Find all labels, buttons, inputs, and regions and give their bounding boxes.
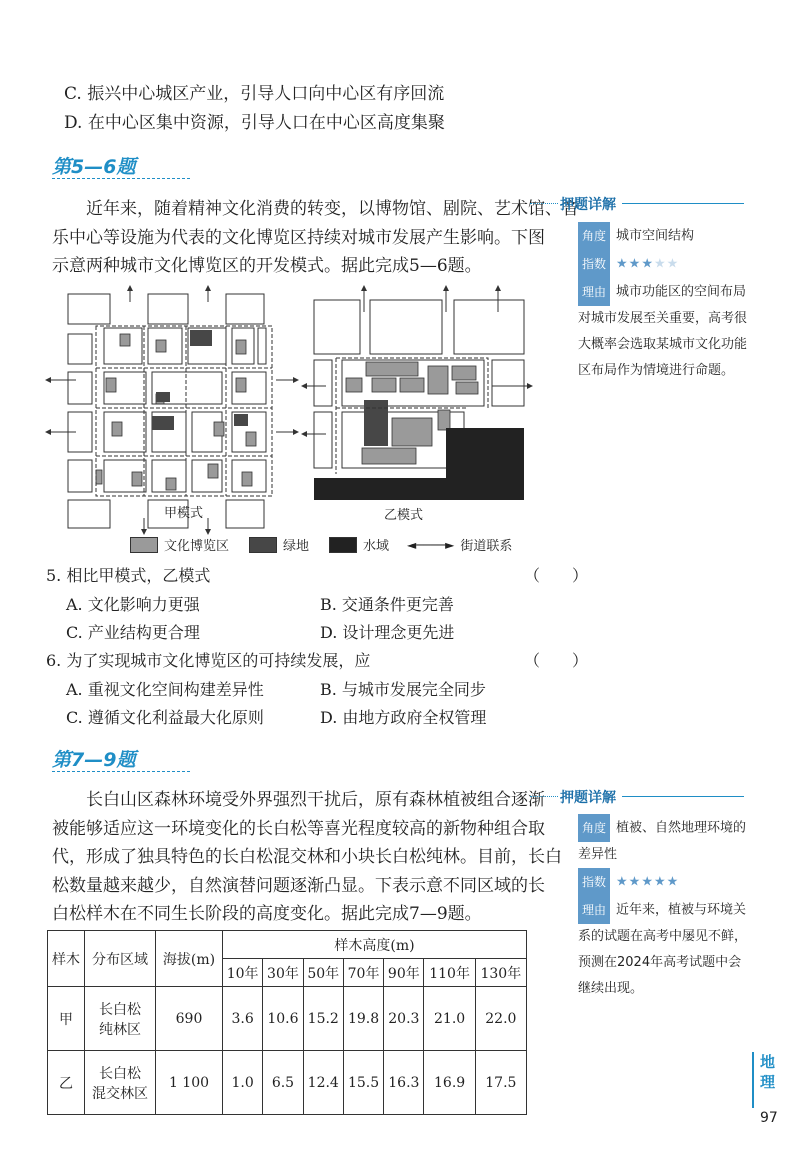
angle-text: 城市空间结构	[616, 228, 695, 244]
intro-line: 代，形成了独具特色的长白松混交林和小块长白松纯林。目前，长白	[52, 847, 562, 867]
cell-height: 21.0	[424, 987, 475, 1051]
cell-height: 17.5	[475, 1051, 526, 1115]
legend-green-swatch	[249, 537, 277, 553]
th-sample: 样木	[48, 931, 85, 987]
legend-water-label: 水域	[363, 539, 390, 554]
mode-a-map	[68, 294, 266, 528]
question-stem: 5. 相比甲模式，乙模式	[46, 566, 211, 585]
cell-height: 19.8	[343, 987, 383, 1051]
index-tag: 指数	[578, 868, 610, 896]
reason-line: 对城市发展至关重要，高考很	[578, 311, 748, 326]
cell-height: 16.3	[384, 1051, 424, 1115]
reason-line: 区布局作为情境进行命题。	[578, 363, 735, 378]
reason-tag: 理由	[578, 278, 610, 306]
reason-line: 系的试题在高考中屡见不鲜，	[578, 929, 748, 944]
cell-height: 12.4	[303, 1051, 343, 1115]
intro-line: 白松样木在不同生长阶段的高度变化。据此完成7—9题。	[52, 904, 482, 924]
cell-height: 15.5	[343, 1051, 383, 1115]
star-icon: ★	[653, 256, 667, 272]
option-a: A. 文化影响力更强	[66, 595, 200, 614]
star-icon: ★	[616, 256, 629, 272]
option-b: B. 交通条件更完善	[320, 595, 454, 614]
reason-tag: 理由	[578, 896, 610, 924]
star-icon: ★	[616, 874, 629, 890]
intro-line: 近年来，随着精神文化消费的转变，以博物馆、剧院、艺术馆、音	[86, 199, 579, 219]
answer-paren: （ ）	[524, 651, 589, 670]
th-year: 70年	[343, 959, 383, 987]
star-icon: ★	[628, 874, 642, 890]
option-c-prev: C. 振兴中心城区产业，引导人口向中心区有序回流	[64, 84, 445, 104]
th-region: 分布区域	[85, 931, 156, 987]
cell-sample: 甲	[48, 987, 85, 1051]
page-number: 97	[760, 1110, 778, 1126]
cell-region	[85, 987, 156, 1051]
intro-line: 松数量越来越少，自然演替问题逐渐凸显。下表示意不同区域的长	[52, 875, 545, 896]
cell-height: 10.6	[263, 987, 303, 1051]
legend-culture-label: 文化博览区	[164, 539, 230, 554]
th-altitude: 海拔(m)	[156, 931, 223, 987]
cell-altitude: 1 100	[156, 1051, 223, 1115]
star-icon: ★	[653, 874, 667, 890]
region-line: 混交林区	[92, 1085, 148, 1102]
sidebar-7-9	[578, 814, 758, 1002]
star-icon: ★	[666, 874, 680, 890]
intro-line: 长白山区森林环境受外界强烈干扰后，原有森林植被组合逐渐	[86, 790, 545, 810]
legend-culture-swatch	[130, 537, 158, 553]
subject-label: 地理	[760, 1053, 776, 1091]
intro-line: 被能够适应这一环境变化的长白松等喜光程度较高的新物种组合取	[52, 818, 545, 839]
page-tab-rule	[752, 1052, 754, 1108]
star-icon: ★	[628, 256, 642, 272]
th-year: 50年	[303, 959, 343, 987]
star-rating	[616, 875, 679, 890]
sidebar-header: 押题详解	[560, 197, 616, 213]
table-row	[48, 987, 527, 1051]
angle-tag: 角度	[578, 222, 610, 250]
angle-tag: 角度	[578, 814, 610, 842]
option-d: D. 设计理念更先进	[320, 623, 455, 642]
sidebar-rule	[622, 796, 744, 797]
option-b: B. 与城市发展完全同步	[320, 680, 486, 699]
legend-street-label: 街道联系	[460, 539, 513, 554]
cell-height: 20.3	[384, 987, 424, 1051]
star-icon: ★	[641, 256, 654, 272]
section-title-7-9: 第7—9题	[52, 749, 136, 771]
reason-line: 继续出现。	[578, 981, 644, 996]
mode-b-label: 乙模式	[384, 508, 424, 523]
legend-street-arrow-icon: ◄────►	[407, 537, 455, 552]
cell-height: 3.6	[223, 987, 263, 1051]
cell-altitude: 690	[156, 987, 223, 1051]
th-year: 130年	[475, 959, 526, 987]
height-table	[47, 930, 527, 1115]
th-year: 30年	[263, 959, 303, 987]
cell-height: 1.0	[223, 1051, 263, 1115]
sidebar-connector	[530, 203, 558, 204]
index-tag: 指数	[578, 250, 610, 278]
th-year: 10年	[223, 959, 263, 987]
cell-sample: 乙	[48, 1051, 85, 1115]
option-d-prev: D. 在中心区集中资源，引导人口在中心区高度集聚	[64, 113, 445, 133]
cell-region	[85, 1051, 156, 1115]
region-line: 纯林区	[99, 1021, 141, 1038]
option-d: D. 由地方政府全权管理	[320, 708, 487, 727]
question-5	[46, 564, 589, 588]
region-line: 长白松	[99, 1065, 141, 1082]
intro-5-6	[52, 195, 579, 281]
angle-text: 植被、自然地理环境的	[616, 820, 747, 836]
section-rule	[52, 771, 190, 772]
cell-height: 6.5	[263, 1051, 303, 1115]
intro-line: 乐中心等设施为代表的文化博览区持续对城市发展产生影响。下图	[52, 227, 545, 248]
region-line: 长白松	[99, 1001, 141, 1018]
section-title-5-6: 第5—6题	[52, 156, 136, 178]
legend-green-label: 绿地	[283, 539, 310, 554]
star-icon: ★	[641, 874, 654, 890]
section-rule	[52, 178, 190, 179]
star-icon: ★	[666, 256, 680, 272]
star-rating	[616, 257, 679, 272]
option-a: A. 重视文化空间构建差异性	[66, 680, 264, 699]
sidebar-connector	[530, 796, 558, 797]
intro-7-9	[52, 786, 562, 929]
mode-b-green	[364, 400, 388, 446]
question-stem: 6. 为了实现城市文化博览区的可持续发展，应	[46, 651, 371, 670]
legend-water-swatch	[329, 537, 357, 553]
table-row	[48, 1051, 527, 1115]
th-year: 90年	[384, 959, 424, 987]
option-c: C. 遵循文化利益最大化原则	[66, 708, 264, 727]
sidebar-header: 押题详解	[560, 790, 616, 806]
reason-line: 预测在2024年高考试题中会	[578, 955, 742, 970]
reason-line: 城市功能区的空间布局	[616, 284, 747, 300]
culture-district-diagram	[36, 282, 536, 544]
angle-text: 差异性	[578, 847, 618, 862]
reason-line: 大概率会选取某城市文化功能	[578, 337, 748, 352]
sidebar-5-6	[578, 222, 758, 384]
intro-line: 示意两种城市文化博览区的开发模式。据此完成5—6题。	[52, 256, 482, 276]
mode-a-label: 甲模式	[164, 506, 204, 521]
sidebar-rule	[622, 203, 744, 204]
th-year: 110年	[424, 959, 475, 987]
cell-height: 22.0	[475, 987, 526, 1051]
cell-height: 15.2	[303, 987, 343, 1051]
cell-height: 16.9	[424, 1051, 475, 1115]
question-6	[46, 649, 589, 673]
answer-paren: （ ）	[524, 566, 589, 585]
option-c: C. 产业结构更合理	[66, 623, 200, 642]
reason-line: 近年来，植被与环境关	[616, 902, 747, 918]
figure-legend	[130, 535, 512, 554]
th-height-group: 样木高度(m)	[223, 931, 527, 959]
